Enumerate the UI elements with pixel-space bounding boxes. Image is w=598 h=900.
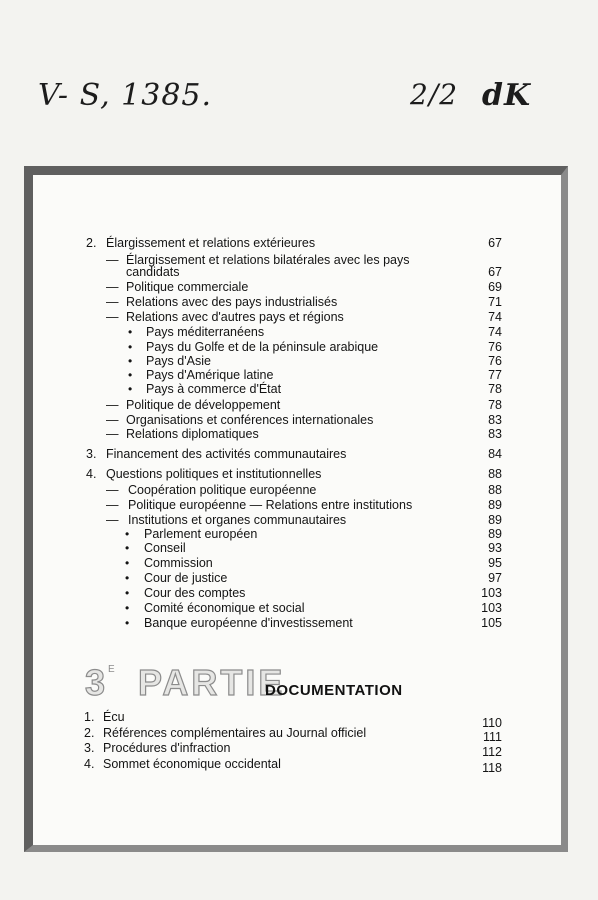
handwritten-annotation-middle: 2/2: [410, 78, 459, 111]
toc-bullet: •: [128, 368, 133, 382]
toc-dash: —: [106, 498, 119, 512]
toc-label: Pays du Golfe et de la péninsule arabique: [146, 340, 379, 354]
doc-row: [0, 726, 598, 744]
toc-label: Questions politiques et institutionnelles: [106, 467, 322, 481]
toc-bullet: •: [128, 340, 133, 354]
toc-label: Cour de justice: [144, 571, 228, 585]
toc-page: 83: [488, 427, 502, 441]
toc-label: Commission: [144, 556, 213, 570]
toc-label: Parlement européen: [144, 527, 258, 541]
doc-number: 2.: [84, 726, 95, 740]
toc-bullet: •: [125, 586, 130, 600]
toc-dash: —: [106, 280, 119, 294]
toc-label: Relations avec des pays industrialisés: [126, 295, 338, 309]
toc-dash: —: [106, 310, 119, 324]
toc-dash: —: [106, 398, 119, 412]
toc-page: 67: [488, 236, 502, 250]
toc-page: 84: [488, 447, 502, 461]
toc-bullet: •: [128, 354, 133, 368]
doc-page: 118: [482, 761, 502, 775]
toc-dash: —: [106, 513, 119, 527]
toc-page: 71: [488, 295, 502, 309]
toc-label: Relations diplomatiques: [126, 427, 259, 441]
toc-bullet: •: [125, 571, 130, 585]
handwritten-annotation-right: dK: [482, 78, 532, 113]
part3-superscript: E: [108, 664, 115, 675]
toc-label: Politique commerciale: [126, 280, 249, 294]
handwritten-annotation-left: V- S, 1385.: [38, 78, 213, 113]
toc-page: 78: [488, 398, 502, 412]
toc-bullet: •: [125, 601, 130, 615]
toc-label: Financement des activités communautaires: [106, 447, 347, 461]
toc-label: Organisations et conférences internationales: [126, 413, 374, 427]
toc-page: 103: [481, 601, 502, 615]
toc-label: Institutions et organes communautaires: [128, 513, 347, 527]
toc-label: Relations avec d'autres pays et régions: [126, 310, 344, 324]
doc-label: Sommet économique occidental: [103, 757, 281, 771]
toc-page: 105: [481, 616, 502, 630]
toc-label: Coopération politique européenne: [128, 483, 317, 497]
toc-label: Cour des comptes: [144, 586, 246, 600]
toc-number: 2.: [86, 236, 97, 250]
doc-row: [0, 710, 598, 730]
toc-label: Banque européenne d'investissement: [144, 616, 353, 630]
toc-page: 95: [488, 556, 502, 570]
toc-page: 89: [488, 513, 502, 527]
toc-label: Conseil: [144, 541, 186, 555]
doc-page: 110: [482, 716, 502, 730]
doc-label: Écu: [103, 710, 125, 724]
toc-bullet: •: [125, 616, 130, 630]
toc-page: 103: [481, 586, 502, 600]
toc-page: 93: [488, 541, 502, 555]
toc-label: Comité économique et social: [144, 601, 305, 615]
doc-row: [0, 741, 598, 759]
toc-dash: —: [106, 483, 119, 497]
toc-page: 76: [488, 340, 502, 354]
toc-label: Pays à commerce d'État: [146, 382, 282, 396]
toc-page: 97: [488, 571, 502, 585]
toc-dash: —: [106, 295, 119, 309]
doc-number: 1.: [84, 710, 95, 724]
toc-label: Élargissement et relations extérieures: [106, 236, 316, 250]
toc-dash: —: [106, 427, 119, 441]
toc-page: 89: [488, 498, 502, 512]
toc-page: 89: [488, 527, 502, 541]
toc-page: 77: [488, 368, 502, 382]
toc-number: 3.: [86, 447, 97, 461]
toc-dash: —: [106, 413, 119, 427]
toc-page: 83: [488, 413, 502, 427]
doc-page: 111: [482, 730, 502, 744]
toc-bullet: •: [125, 527, 130, 541]
part3-title: PARTIE: [138, 662, 286, 703]
toc-page: 67: [488, 265, 502, 279]
toc-page: 74: [488, 325, 502, 339]
doc-label: Procédures d'infraction: [103, 741, 231, 755]
toc-label: Politique de développement: [126, 398, 281, 412]
toc-label: Pays méditerranéens: [146, 325, 265, 339]
toc-label: Pays d'Asie: [146, 354, 211, 368]
toc-dash: —: [106, 253, 119, 267]
toc-label: Politique européenne — Relations entre institutions: [128, 498, 413, 512]
toc-label: candidats: [126, 265, 180, 279]
toc-page: 88: [488, 467, 502, 481]
toc-bullet: •: [128, 382, 133, 396]
doc-page: 112: [482, 745, 502, 759]
toc-label: Pays d'Amérique latine: [146, 368, 274, 382]
toc-page: 69: [488, 280, 502, 294]
toc-bullet: •: [125, 541, 130, 555]
toc-number: 4.: [86, 467, 97, 481]
toc-bullet: •: [125, 556, 130, 570]
doc-number: 3.: [84, 741, 95, 755]
toc-label: Élargissement et relations bilatérales avec les pays: [126, 253, 410, 267]
doc-label: Références complémentaires au Journal officiel: [103, 726, 367, 740]
part3-subtitle: DOCUMENTATION: [265, 682, 403, 699]
toc-page: 76: [488, 354, 502, 368]
toc-bullet: •: [128, 325, 133, 339]
part3-number: 3: [85, 662, 108, 703]
toc-page: 88: [488, 483, 502, 497]
doc-row: [0, 757, 598, 775]
toc-page: 74: [488, 310, 502, 324]
toc-page: 78: [488, 382, 502, 396]
doc-number: 4.: [84, 757, 95, 771]
